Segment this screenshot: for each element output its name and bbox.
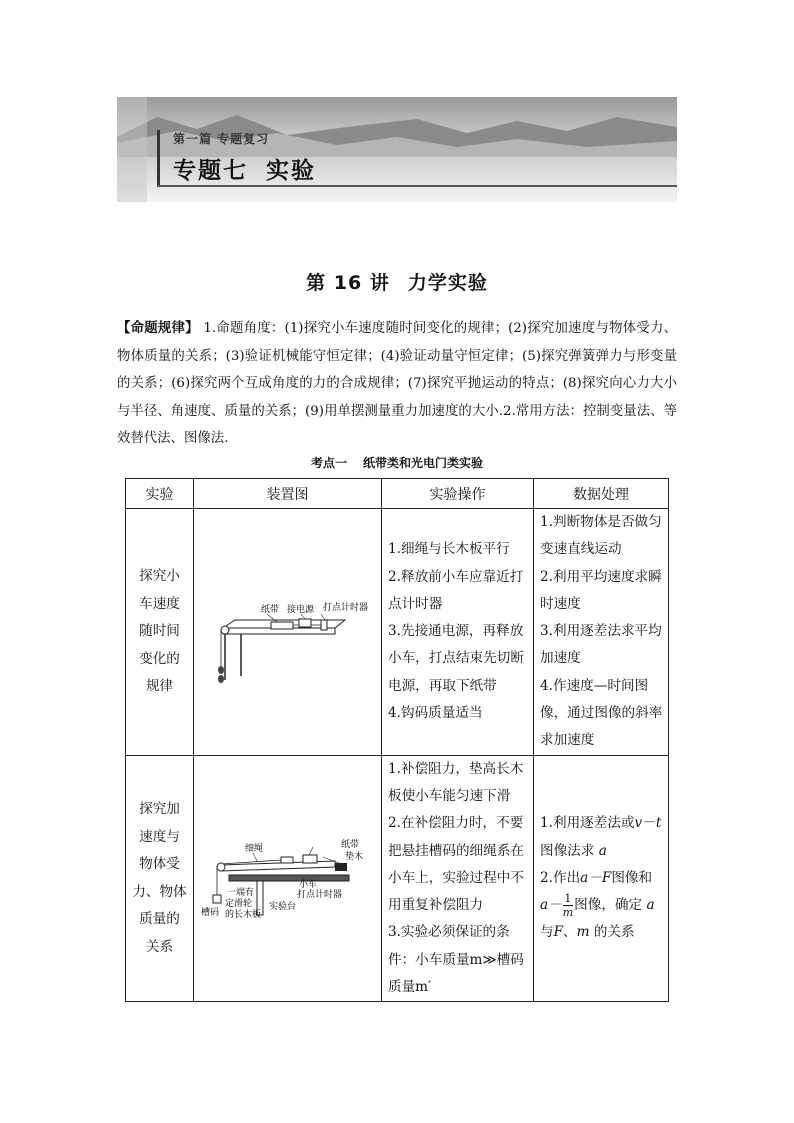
operation-item: 2.释放前小车应靠近打点计时器 bbox=[388, 568, 524, 612]
data-item: 4.作速度—时间图像，通过图像的斜率求加速度 bbox=[540, 677, 663, 749]
banner-title bbox=[173, 152, 316, 185]
label-board: 的长木板 bbox=[224, 909, 261, 920]
experiment-operations bbox=[382, 755, 534, 1002]
operation-item: 1.细绳与长木板平行 bbox=[388, 541, 510, 558]
data-item: 1.判断物体是否做匀变速直线运动 bbox=[540, 514, 662, 558]
var-t: t bbox=[655, 815, 662, 832]
label-pulley-line1: 一端有 bbox=[226, 887, 254, 898]
name-line: 关系 bbox=[145, 938, 174, 955]
intro-paragraph bbox=[117, 315, 677, 453]
data-text: 与 bbox=[540, 924, 554, 941]
banner-underline bbox=[157, 185, 677, 187]
experiment-name bbox=[126, 509, 194, 756]
data-item: 3.利用逐差法求平均加速度 bbox=[540, 623, 662, 667]
experiment-name bbox=[126, 755, 194, 1002]
label-tape: 纸带 bbox=[340, 839, 359, 850]
name-line: 车速度 bbox=[139, 595, 180, 612]
name-line: 速度与 bbox=[139, 828, 180, 845]
name-line: 规律 bbox=[145, 678, 174, 695]
operation-item: 1.补偿阻力，垫高长木板使小车能匀速下滑 bbox=[388, 760, 524, 804]
data-text: 图像和 bbox=[611, 869, 653, 886]
data-text: 2.作出 bbox=[540, 869, 581, 886]
expr-a-minus: a－ bbox=[540, 897, 562, 914]
operation-item: 2.在补偿阻力时，不要把悬挂槽码的细绳系在小车上，实验过程中不用重复补偿阻力 bbox=[388, 815, 524, 914]
name-line: 探究小 bbox=[139, 568, 180, 585]
name-line: 探究加 bbox=[139, 801, 180, 817]
lecture-topic: 力学实验 bbox=[407, 272, 488, 294]
var-m: m bbox=[576, 924, 590, 941]
name-line: 随时间 bbox=[139, 623, 180, 640]
operation-item: 3.实验必须保证的条件：小车质量m≫槽码质量m′ bbox=[388, 924, 524, 996]
data-text: － bbox=[642, 815, 656, 832]
intro-tag: 【命题规律】 bbox=[117, 321, 199, 336]
var-a: a bbox=[646, 897, 655, 914]
banner-kicker: 第一篇 专题复习 bbox=[173, 132, 270, 146]
label-rope: 细绳 bbox=[244, 843, 263, 854]
header-experiment: 实验 bbox=[126, 479, 194, 509]
name-line: 物体受 bbox=[139, 856, 180, 872]
label-bench: 实验台 bbox=[268, 901, 296, 912]
experiment-operations bbox=[382, 509, 534, 756]
apparatus-figure bbox=[194, 755, 382, 1002]
label-timer: 打点计时器 bbox=[322, 602, 368, 613]
fraction-numerator: 1 bbox=[564, 892, 572, 906]
data-item bbox=[540, 810, 664, 865]
apparatus-figure bbox=[194, 509, 382, 756]
name-line: 质量的 bbox=[139, 911, 180, 927]
data-item bbox=[540, 865, 664, 947]
table-row bbox=[126, 509, 669, 756]
operation-item: 4.钩码质量适当 bbox=[388, 705, 483, 722]
data-processing bbox=[534, 755, 669, 1002]
lecture-title bbox=[0, 268, 794, 295]
label-pulley-line2: 定滑轮 bbox=[224, 898, 252, 909]
name-line: 力、物体 bbox=[132, 883, 187, 900]
data-processing bbox=[534, 509, 669, 756]
banner-title-topic: 专题七 bbox=[173, 158, 248, 184]
operation-item: 3.先接通电源，再释放小车，打点结束先切断电源，再取下纸带 bbox=[388, 623, 524, 694]
data-item: 2.利用平均速度求瞬时速度 bbox=[540, 568, 662, 612]
data-text: 图像，确定 bbox=[574, 897, 643, 914]
banner-title-subject: 实验 bbox=[266, 158, 316, 184]
label-pad: 垫木 bbox=[344, 851, 363, 862]
section-title: 纸带类和光电门类实验 bbox=[363, 456, 484, 470]
chapter-banner bbox=[117, 97, 677, 202]
var-v: v bbox=[634, 815, 643, 832]
header-operation: 实验操作 bbox=[382, 479, 534, 509]
table-row bbox=[126, 755, 669, 1002]
header-apparatus: 装置图 bbox=[194, 479, 382, 509]
fraction-denominator: m bbox=[562, 906, 574, 920]
section-heading bbox=[0, 454, 794, 471]
data-text: 的关系 bbox=[589, 924, 635, 941]
intro-text: 1.命题角度：(1)探究小车速度随时间变化的规律；(2)探究加速度与物体受力、物体质量的关系；(3)验证机械能守恒定律；(4)验证动量守恒定律；(5)探究弹簧弹力与形变量的关系；(6)探究两个互成角度的力的合成规律；(7)探究平抛运动的特点；(8)探究向心力大小与半径、角速度、质量的关系；(9)用单摆测量重力加速度的大小.2.常用方法：控制变量法、等效替代法、图像法. bbox=[117, 321, 678, 446]
data-text: 1.利用逐差法或 bbox=[540, 815, 635, 832]
label-tape: 纸带 bbox=[260, 604, 279, 615]
data-text: 图像法求 bbox=[540, 842, 595, 859]
banner-accent-bar bbox=[157, 130, 160, 186]
var-a: a bbox=[598, 842, 607, 859]
data-text: 、 bbox=[563, 924, 577, 941]
experiment-table bbox=[125, 478, 669, 1002]
acceleration-apparatus-diagram bbox=[195, 817, 381, 937]
label-timer: 打点计时器 bbox=[296, 889, 342, 900]
label-weight: 槽码 bbox=[200, 907, 219, 918]
var-f: F bbox=[553, 924, 564, 941]
table-header-row bbox=[126, 479, 669, 509]
name-line: 变化的 bbox=[139, 650, 180, 667]
section-label: 考点一 bbox=[310, 456, 347, 470]
velocity-apparatus-diagram bbox=[195, 570, 381, 690]
label-car: 小车 bbox=[298, 879, 317, 890]
expr-a-f: a－F bbox=[580, 869, 612, 886]
fraction-one-over-m bbox=[563, 892, 573, 919]
label-power: 接电源 bbox=[286, 604, 314, 615]
header-data-processing: 数据处理 bbox=[534, 479, 669, 509]
lecture-number: 第 16 讲 bbox=[306, 272, 390, 294]
